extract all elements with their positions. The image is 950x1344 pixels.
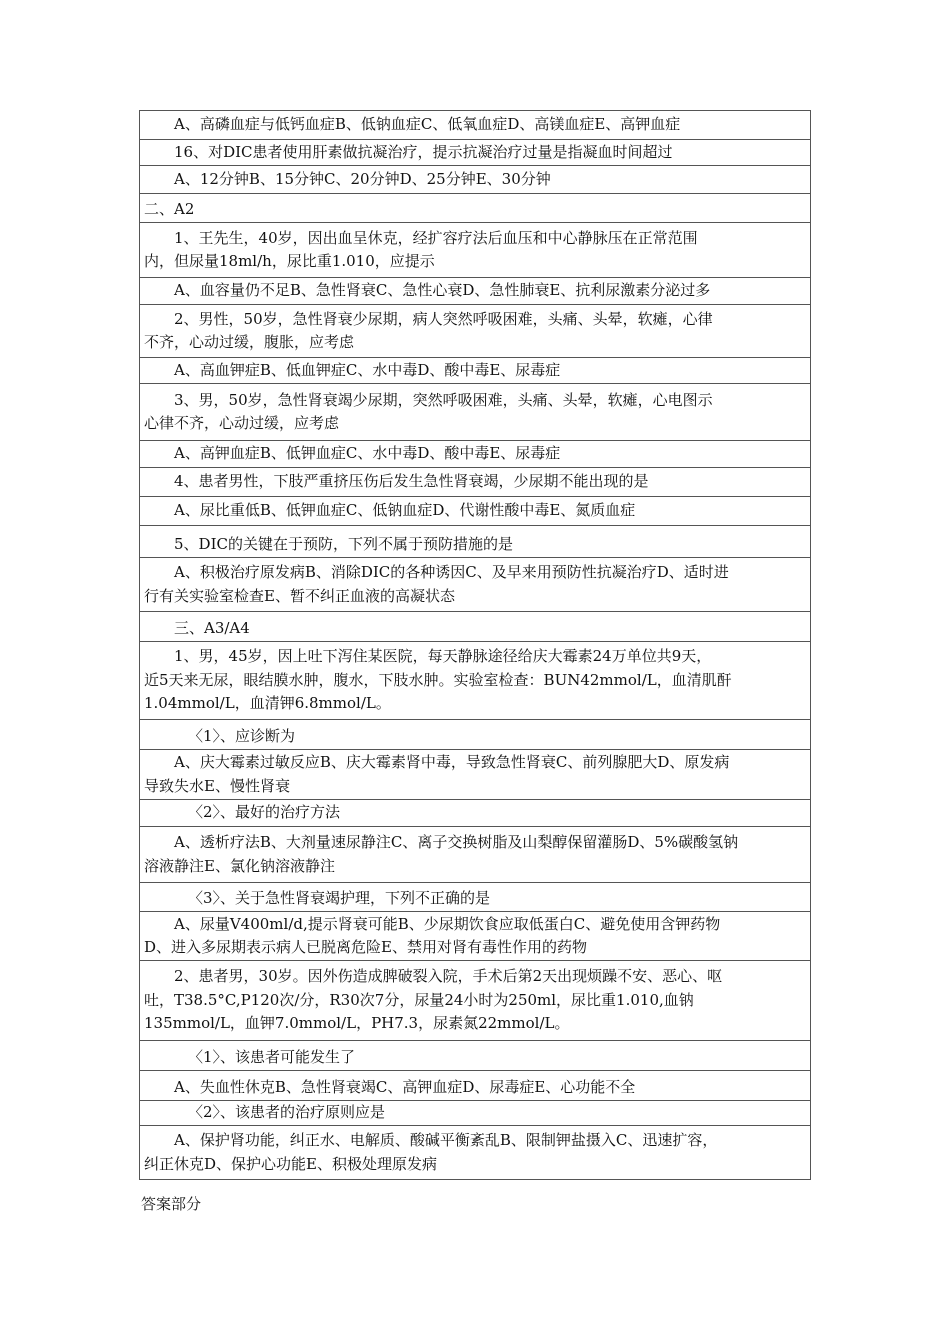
sub-question-row: 〈2〉、该患者的治疗原则应是	[139, 1101, 811, 1126]
question-row: 4、患者男性，下肢严重挤压伤后发生急性肾衰竭，少尿期不能出现的是	[139, 468, 811, 497]
section-heading-a3a4: 三、A3/A4	[139, 612, 811, 642]
option-row: A、12分钟B、15分钟C、20分钟D、25分钟E、30分钟	[139, 166, 811, 194]
option-row: A、尿量V400ml/d,提示肾衰可能B、少尿期饮食应取低蛋白C、避免使用含钾药物 D、进入多尿期表示病人已脱离危险E、禁用对肾有毒性作用的药物	[139, 912, 811, 961]
section-heading-a2: 二、A2	[139, 194, 811, 223]
question-table	[139, 110, 811, 1180]
question-row: 3、男，50岁，急性肾衰竭少尿期，突然呼吸困难，头痛、头晕，软瘫，心电图示 心律不齐，心动过缓，应考虑	[139, 384, 811, 441]
question-row: 1、王先生，40岁，因出血呈休克，经扩容疗法后血压和中心静脉压在正常范围 内，但尿量18ml/h，尿比重1.010，应提示	[139, 223, 811, 278]
option-row: A、庆大霉素过敏反应B、庆大霉素肾中毒，导致急性肾衰C、前列腺肥大D、原发病 导致失水E、慢性肾衰	[139, 750, 811, 800]
sub-question-row: 〈2〉、最好的治疗方法	[139, 800, 811, 827]
option-row: A、血容量仍不足B、急性肾衰C、急性心衰D、急性肺衰E、抗利尿激素分泌过多	[139, 278, 811, 305]
question-row: 2、患者男，30岁。因外伤造成脾破裂入院，手术后第2天出现烦躁不安、恶心、呕 吐，T38.5°C,P120次/分，R30次7分，尿量24小时为250ml，尿比重1.010,血钠 135mmol/L，血钾7.0mmol/L，PH7.3，尿素氮22mmol/L。	[139, 961, 811, 1041]
sub-question-row: 〈1〉、该患者可能发生了	[139, 1041, 811, 1071]
answer-section-heading: 答案部分	[141, 1195, 202, 1213]
sub-question-row: 〈3〉、关于急性肾衰竭护理，下列不正确的是	[139, 883, 811, 912]
question-row: 5、DIC的关键在于预防，下列不属于预防措施的是	[139, 526, 811, 558]
option-row: A、透析疗法B、大剂量速尿静注C、离子交换树脂及山梨醇保留灌肠D、5%碳酸氢钠 溶液静注E、氯化钠溶液静注	[139, 827, 811, 883]
question-row: 16、对DIC患者使用肝素做抗凝治疗，提示抗凝治疗过量是指凝血时间超过	[139, 140, 811, 166]
option-row: A、尿比重低B、低钾血症C、低钠血症D、代谢性酸中毒E、氮质血症	[139, 497, 811, 526]
option-row: A、积极治疗原发病B、消除DIC的各种诱因C、及早来用预防性抗凝治疗D、适时进 行有关实验室检查E、暂不纠正血液的高凝状态	[139, 558, 811, 612]
option-row: A、高血钾症B、低血钾症C、水中毒D、酸中毒E、尿毒症	[139, 358, 811, 384]
sub-question-row: 〈1〉、应诊断为	[139, 720, 811, 750]
option-row: A、失血性休克B、急性肾衰竭C、高钾血症D、尿毒症E、心功能不全	[139, 1071, 811, 1101]
option-row: A、保护肾功能，纠正水、电解质、酸碱平衡紊乱B、限制钾盐摄入C、迅速扩容， 纠正休克D、保护心功能E、积极处理原发病	[139, 1126, 811, 1180]
option-row: A、高磷血症与低钙血症B、低钠血症C、低氧血症D、高镁血症E、高钾血症	[139, 110, 811, 140]
option-row: A、高钾血症B、低钾血症C、水中毒D、酸中毒E、尿毒症	[139, 441, 811, 468]
question-row: 2、男性，50岁，急性肾衰少尿期，病人突然呼吸困难，头痛、头晕，软瘫，心律 不齐，心动过缓，腹胀，应考虑	[139, 305, 811, 358]
question-row: 1、男，45岁，因上吐下泻住某医院，每天静脉途径给庆大霉素24万单位共9天， 近5天来无尿，眼结膜水肿，腹水，下肢水肿。实验室检查：BUN42mmol/L，血清肌酐 1.04mmol/L，血清钾6.8mmol/L。	[139, 642, 811, 720]
